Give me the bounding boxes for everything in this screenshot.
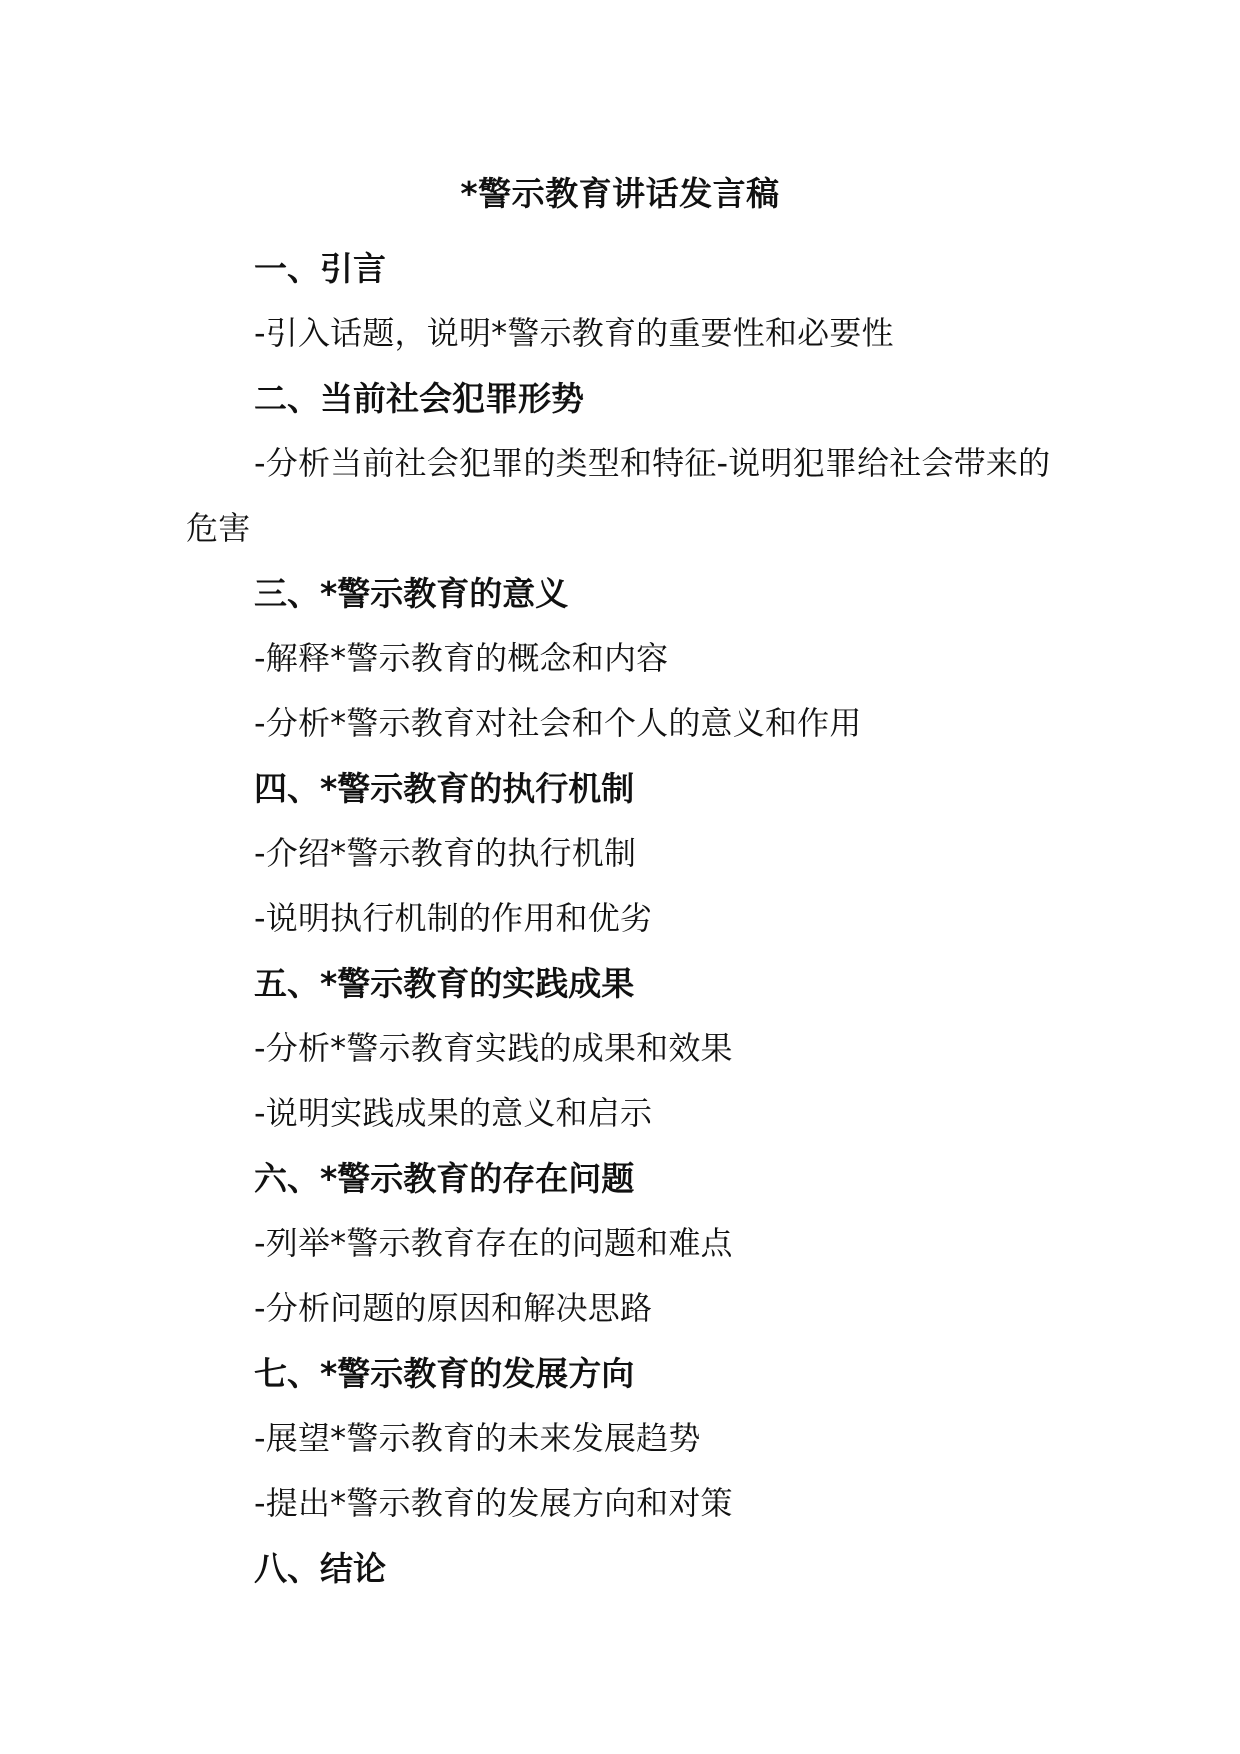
section-item: -提出*警示教育的发展方向和对策	[254, 1484, 733, 1522]
section-heading-intro: 一、引言	[254, 249, 386, 288]
section-item: -列举*警示教育存在的问题和难点	[254, 1224, 733, 1262]
document-body	[186, 236, 1054, 1601]
section-item: -引入话题，说明*警示教育的重要性和必要性	[254, 314, 894, 352]
document-title: *警示教育讲话发言稿	[460, 174, 780, 213]
section-heading-direction: 七、*警示教育的发展方向	[254, 1354, 635, 1393]
section-item: -分析问题的原因和解决思路	[254, 1289, 653, 1327]
section-heading-problems: 六、*警示教育的存在问题	[254, 1159, 635, 1198]
section-heading-significance: 三、*警示教育的意义	[254, 574, 569, 613]
section-item: -说明实践成果的意义和启示	[254, 1094, 653, 1132]
section-item: -介绍*警示教育的执行机制	[254, 834, 637, 872]
section-item: -分析*警示教育实践的成果和效果	[254, 1029, 733, 1067]
section-item: -解释*警示教育的概念和内容	[254, 639, 669, 677]
section-item: -展望*警示教育的未来发展趋势	[254, 1419, 701, 1457]
section-heading-crime-situation: 二、当前社会犯罪形势	[254, 379, 584, 418]
section-heading-mechanism: 四、*警示教育的执行机制	[254, 769, 635, 808]
section-item: -说明执行机制的作用和优劣	[254, 899, 653, 937]
section-item: -分析*警示教育对社会和个人的意义和作用	[254, 704, 862, 742]
section-item: -分析当前社会犯罪的类型和特征-说明犯罪给社会带来的危害	[186, 444, 1051, 547]
section-heading-conclusion: 八、结论	[254, 1549, 386, 1588]
section-heading-results: 五、*警示教育的实践成果	[254, 964, 635, 1003]
